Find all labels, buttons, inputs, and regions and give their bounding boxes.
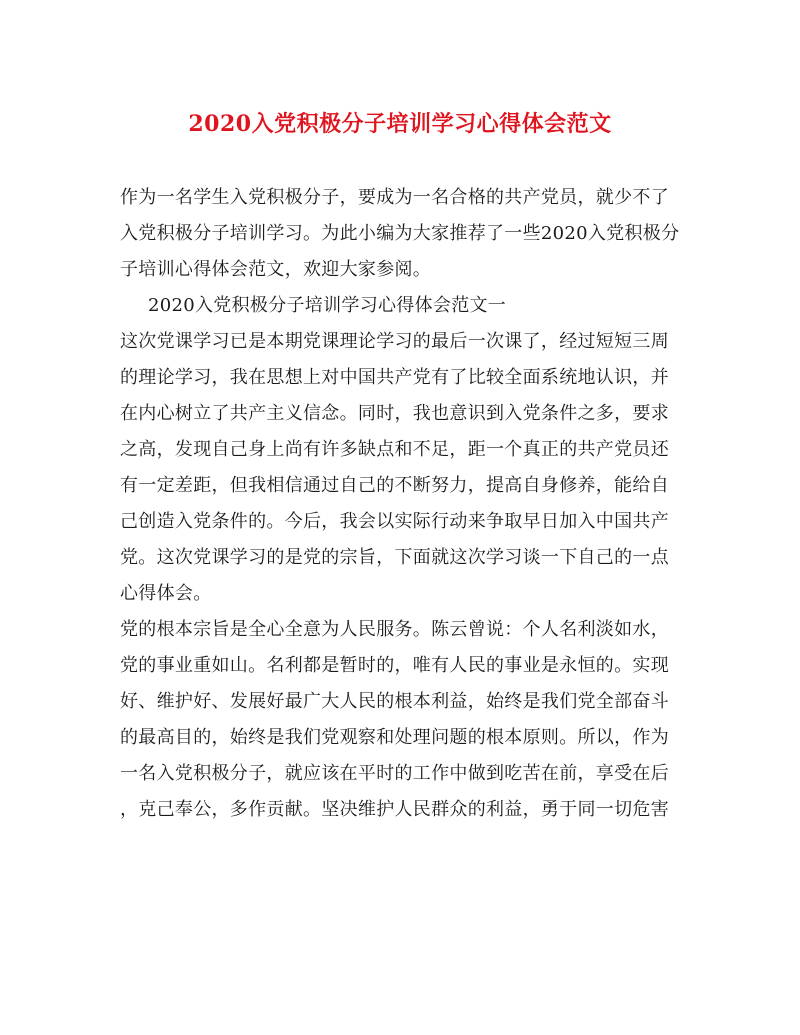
body-line: 这次党课学习已是本期党课理论学习的最后一次课了，经过短短三周 <box>120 331 669 352</box>
body-line: 党的事业重如山。名利都是暂时的，唯有人民的事业是永恒的。实现 <box>120 655 669 676</box>
body-line: 入党积极分子培训学习。为此小编为大家推荐了一些2020入党积极分 <box>120 223 680 244</box>
body-line: 之高，发现自己身上尚有许多缺点和不足，距一个真正的共产党员还 <box>120 439 669 460</box>
body-line: 心得体会。 <box>120 583 212 604</box>
body-line: 的理论学习，我在思想上对中国共产党有了比较全面系统地认识，并 <box>120 367 669 388</box>
body-line: ，克己奉公，多作贡献。坚决维护人民群众的利益，勇于同一切危害 <box>120 799 669 820</box>
body-line: 有一定差距，但我相信通过自己的不断努力，提高自身修养，能给自 <box>120 475 669 496</box>
section-heading: 2020入党积极分子培训学习心得体会范文一 <box>148 295 507 316</box>
document-body <box>120 180 680 828</box>
body-line: 作为一名学生入党积极分子，要成为一名合格的共产党员，就少不了 <box>120 187 669 208</box>
body-line: 党。这次党课学习的是党的宗旨，下面就这次学习谈一下自己的一点 <box>120 547 669 568</box>
body-line: 己创造入党条件的。今后，我会以实际行动来争取早日加入中国共产 <box>120 511 669 532</box>
body-line: 在内心树立了共产主义信念。同时，我也意识到入党条件之多，要求 <box>120 403 669 424</box>
body-line: 好、维护好、发展好最广大人民的根本利益，始终是我们党全部奋斗 <box>120 691 669 712</box>
body-line: 党的根本宗旨是全心全意为人民服务。陈云曾说：个人名利淡如水， <box>120 619 669 640</box>
body-line: 一名入党积极分子，就应该在平时的工作中做到吃苦在前，享受在后 <box>120 763 669 784</box>
document-title: 2020入党积极分子培训学习心得体会范文 <box>188 111 612 137</box>
body-line: 子培训心得体会范文，欢迎大家参阅。 <box>120 259 432 280</box>
body-line: 的最高目的，始终是我们党观察和处理问题的根本原则。所以，作为 <box>120 727 669 748</box>
